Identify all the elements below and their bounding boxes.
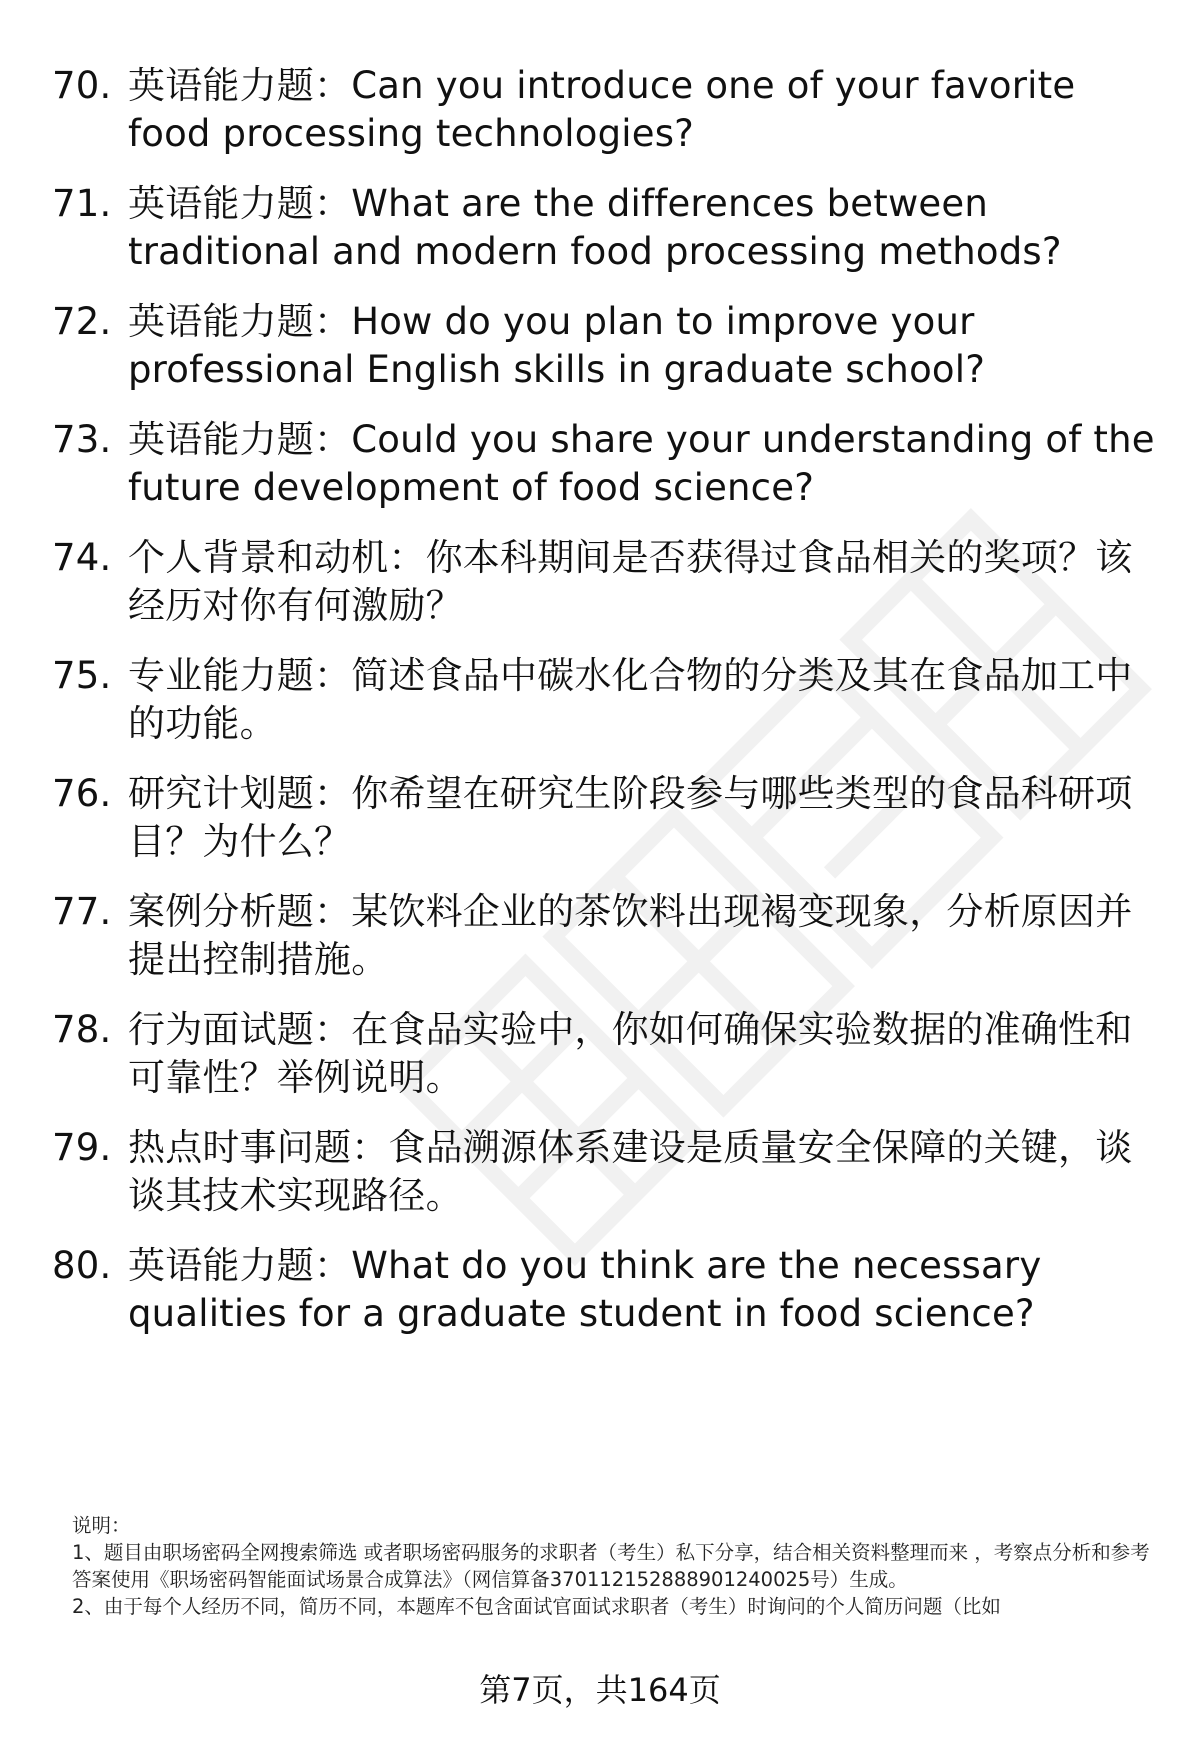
question-text: 英语能力题：What do you think are the necessary qualities for a graduate student in food science?	[128, 1244, 1042, 1335]
question-number: 77.	[52, 890, 112, 933]
question-text: 英语能力题：Can you introduce one of your favorite food processing technologies?	[128, 64, 1076, 155]
question-item	[52, 770, 1162, 866]
question-number: 74.	[52, 536, 112, 579]
question-item	[52, 1242, 1162, 1338]
question-item	[52, 298, 1162, 394]
page-number: 第7页，共164页	[479, 1671, 721, 1709]
question-number: 79.	[52, 1126, 112, 1169]
question-item	[52, 888, 1162, 984]
note-item: 2、由于每个人经历不同，简历不同，本题库不包含面试官面试求职者（考生）时询问的个人简历问题（比如	[72, 1595, 1001, 1618]
question-text: 案例分析题：某饮料企业的茶饮料出现褐变现象，分析原因并提出控制措施。	[128, 890, 1133, 981]
question-number: 80.	[52, 1244, 112, 1287]
question-item	[52, 1124, 1162, 1220]
question-text: 英语能力题：How do you plan to improve your professional English skills in graduate school?	[128, 300, 986, 391]
note-item: 1、题目由职场密码全网搜索筛选 或者职场密码服务的求职者（考生）私下分享，结合相关资料整理而来 ，考察点分析和参考答案使用《职场密码智能面试场景合成算法》（网信算备370112152888901240025号）生成。	[72, 1541, 1150, 1591]
question-text: 研究计划题：你希望在研究生阶段参与哪些类型的食品科研项目？为什么？	[128, 772, 1133, 863]
question-number: 71.	[52, 182, 112, 225]
question-item	[52, 652, 1162, 748]
question-number: 76.	[52, 772, 112, 815]
question-text: 英语能力题：Could you share your understanding of the future development of food science?	[128, 418, 1155, 509]
question-item	[52, 62, 1162, 158]
question-text: 行为面试题：在食品实验中，你如何确保实验数据的准确性和可靠性？举例说明。	[128, 1008, 1133, 1099]
notes-section	[72, 1512, 1152, 1620]
question-text: 专业能力题：简述食品中碳水化合物的分类及其在食品加工中的功能。	[128, 654, 1133, 745]
question-number: 73.	[52, 418, 112, 461]
notes-heading: 说明：	[72, 1514, 131, 1537]
question-number: 70.	[52, 64, 112, 107]
question-number: 72.	[52, 300, 112, 343]
question-item	[52, 416, 1162, 512]
question-text: 热点时事问题：食品溯源体系建设是质量安全保障的关键，谈谈其技术实现路径。	[128, 1126, 1133, 1217]
question-item	[52, 180, 1162, 276]
question-item	[52, 1006, 1162, 1102]
question-item	[52, 534, 1162, 630]
question-text: 英语能力题：What are the differences between traditional and modern food processing methods?	[128, 182, 1062, 273]
question-text: 个人背景和动机：你本科期间是否获得过食品相关的奖项？该经历对你有何激励？	[128, 536, 1133, 627]
question-number: 78.	[52, 1008, 112, 1051]
question-number: 75.	[52, 654, 112, 697]
